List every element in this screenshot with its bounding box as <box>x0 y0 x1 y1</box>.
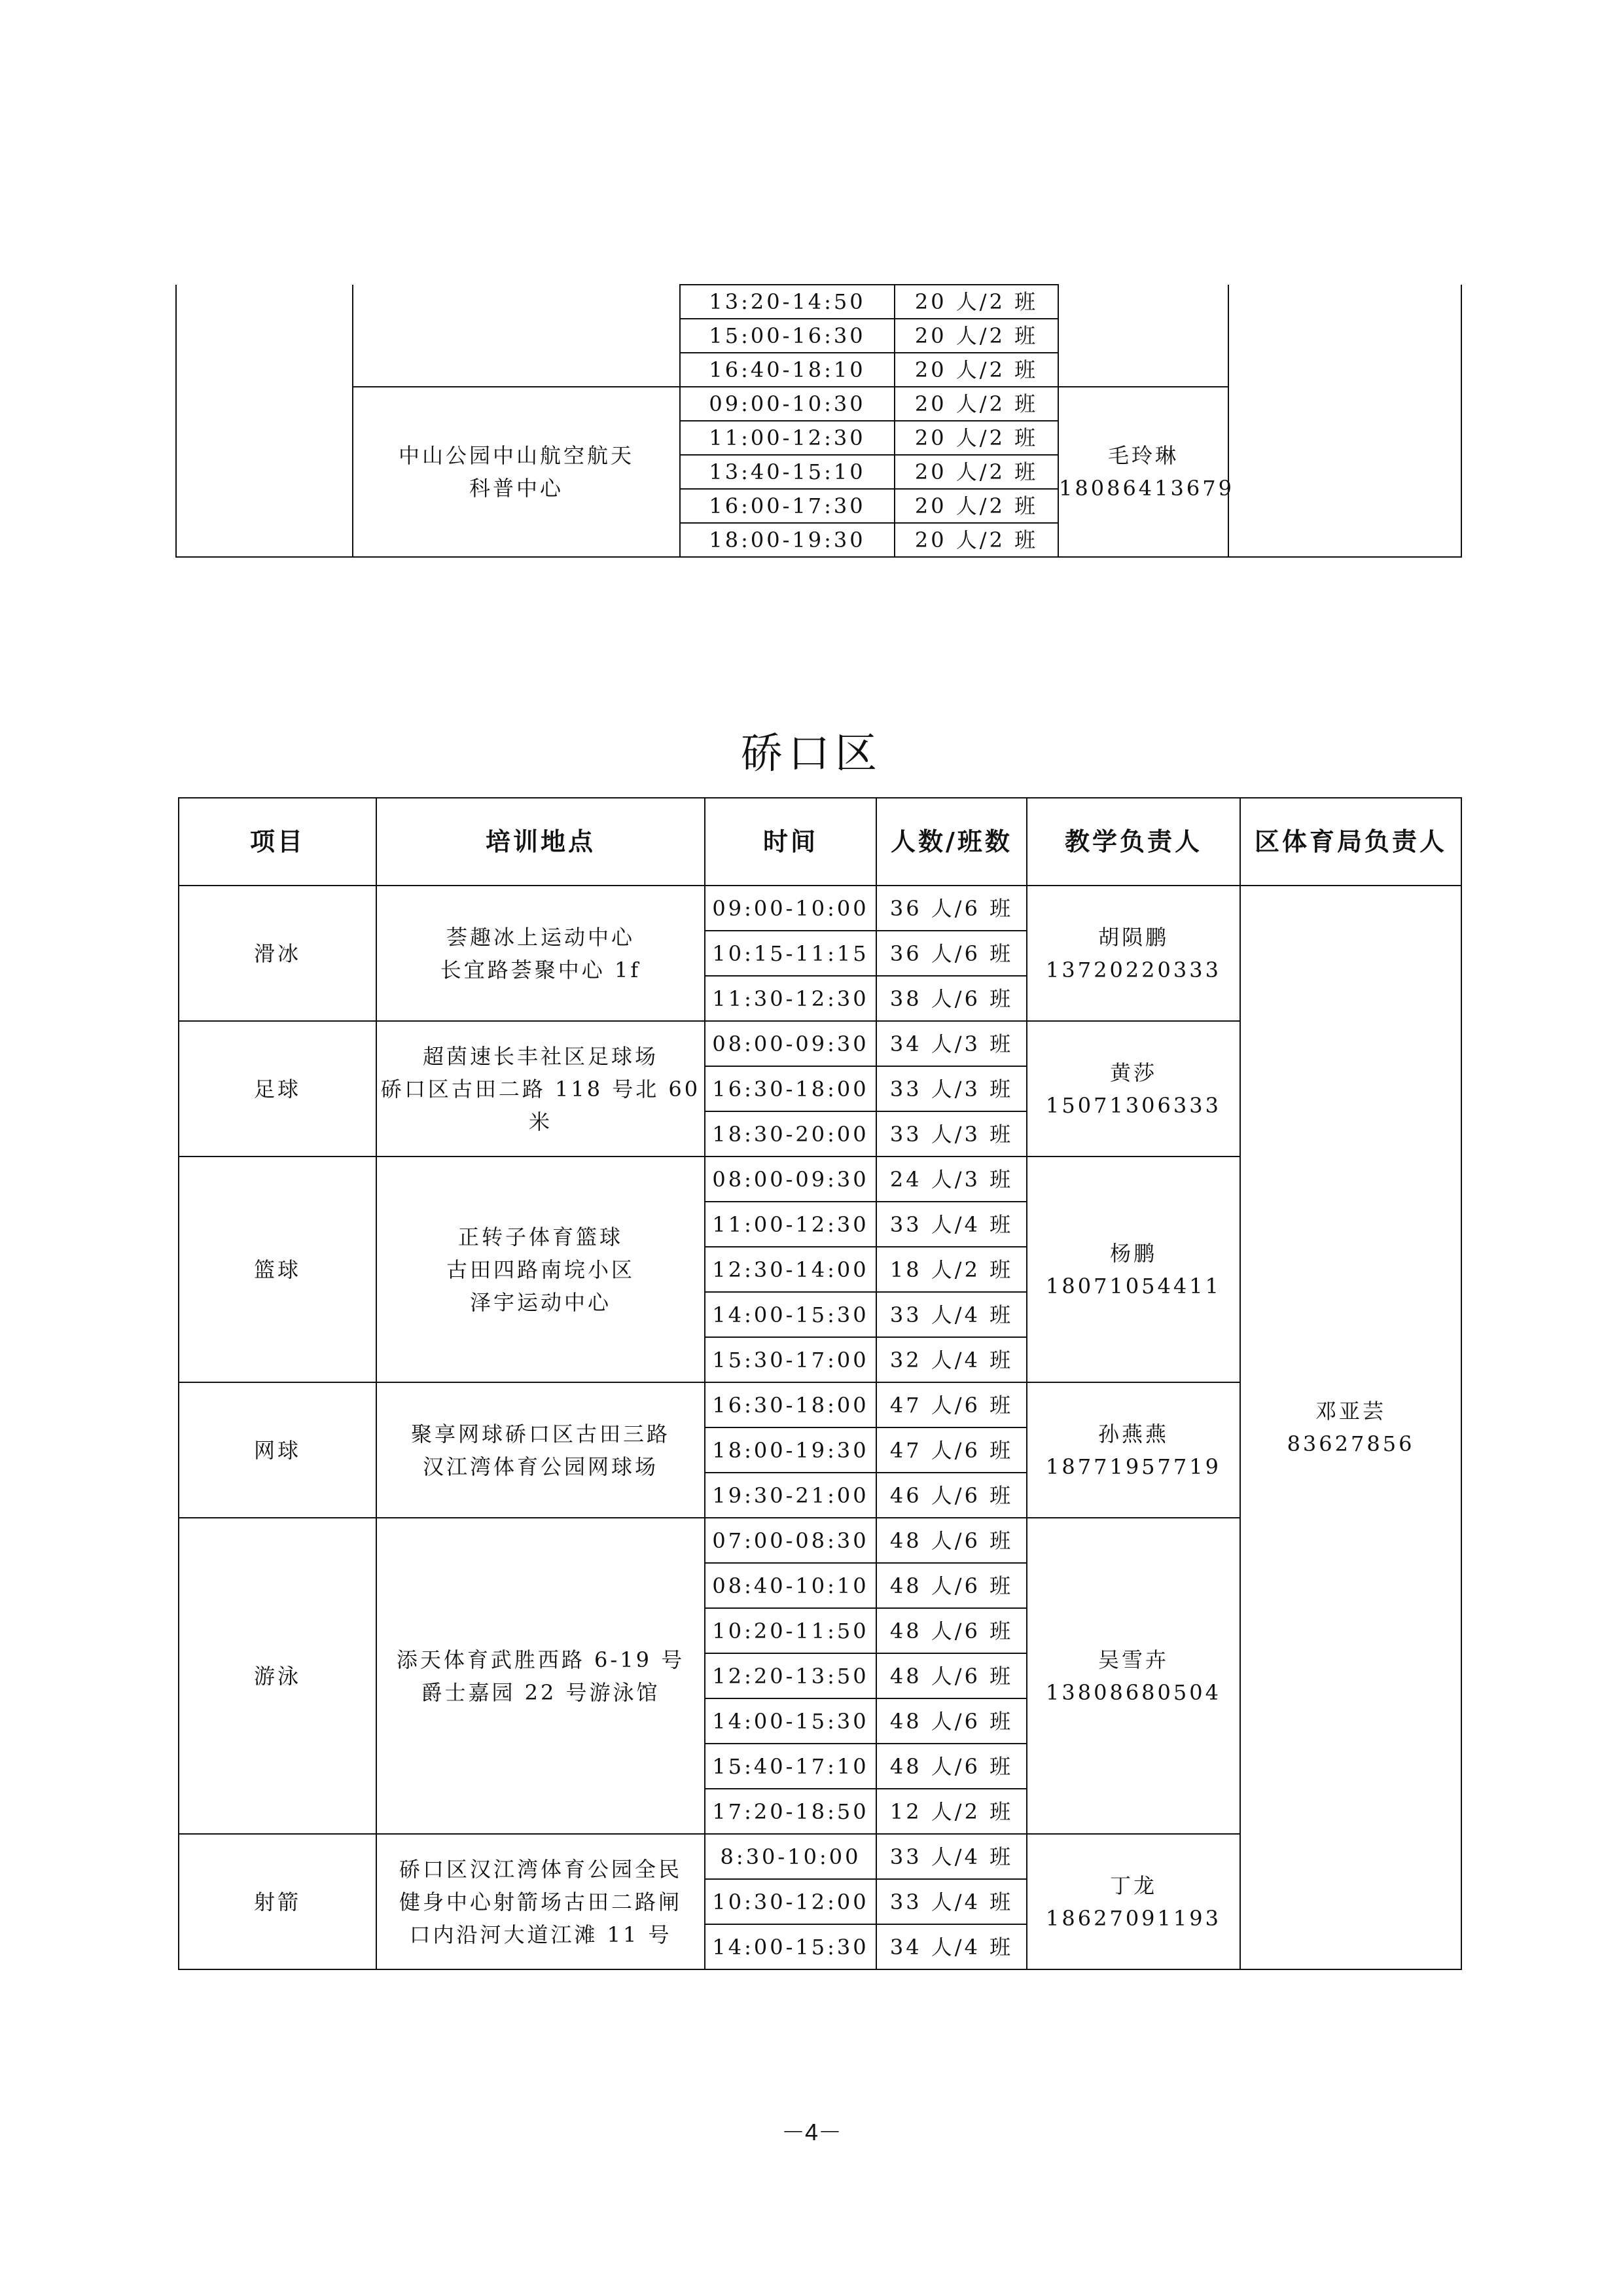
time-cell: 18:30-20:00 <box>705 1111 876 1157</box>
location-cell <box>376 1382 705 1518</box>
project-cell: 游泳 <box>179 1518 376 1834</box>
teacher-name: 胡陨鹏 <box>1097 924 1169 950</box>
location-cell <box>376 1157 705 1382</box>
count-cell: 33 人/4 班 <box>876 1202 1027 1247</box>
teacher-phone: 13720220333 <box>1046 957 1221 982</box>
count-cell: 18 人/2 班 <box>876 1247 1027 1292</box>
project-cell: 篮球 <box>179 1157 376 1382</box>
time-cell: 16:30-18:00 <box>705 1382 876 1427</box>
time-cell: 14:00-15:30 <box>705 1924 876 1969</box>
time-cell: 08:00-09:30 <box>705 1021 876 1066</box>
location-line: 长宜路荟聚中心 1f <box>440 957 641 982</box>
header-teacher: 教学负责人 <box>1027 798 1240 886</box>
time-cell: 08:40-10:10 <box>705 1563 876 1608</box>
location-line: 爵士嘉园 22 号游泳馆 <box>421 1679 660 1705</box>
time-cell: 10:30-12:00 <box>705 1879 876 1924</box>
location-line: 中山公园中山航空航天 <box>398 443 634 468</box>
time-cell: 18:00-19:30 <box>680 523 895 557</box>
count-cell: 48 人/6 班 <box>876 1608 1027 1653</box>
table-row <box>179 886 1461 931</box>
location-cell <box>376 1518 705 1834</box>
time-cell: 8:30-10:00 <box>705 1834 876 1879</box>
location-cell-blank <box>353 285 680 387</box>
schedule-body <box>179 886 1461 1969</box>
teacher-cell <box>1027 1382 1240 1518</box>
header-time: 时间 <box>705 798 876 886</box>
time-cell: 14:00-15:30 <box>705 1292 876 1337</box>
teacher-phone: 15071306333 <box>1046 1092 1221 1118</box>
count-cell: 20 人/2 班 <box>895 523 1058 557</box>
teacher-cell <box>1027 1021 1240 1157</box>
teacher-name: 孙燕燕 <box>1097 1421 1169 1446</box>
count-cell: 48 人/6 班 <box>876 1518 1027 1563</box>
project-cell-blank <box>176 285 353 557</box>
location-line: 科普中心 <box>469 476 563 501</box>
time-cell: 16:30-18:00 <box>705 1066 876 1111</box>
location-line: 聚享网球硚口区古田三路 <box>410 1421 670 1446</box>
bureau-phone: 83627856 <box>1287 1431 1415 1456</box>
count-cell: 20 人/2 班 <box>895 285 1058 319</box>
teacher-phone: 18086413679 <box>1059 476 1234 501</box>
count-cell: 20 人/2 班 <box>895 319 1058 353</box>
location-line: 硚口区汉江湾体育公园全民 <box>399 1856 682 1882</box>
teacher-name: 黄莎 <box>1109 1060 1157 1085</box>
teacher-name: 吴雪卉 <box>1097 1647 1169 1672</box>
count-cell: 48 人/6 班 <box>876 1744 1027 1789</box>
teacher-name: 杨鹏 <box>1109 1240 1157 1266</box>
teacher-cell-blank <box>1058 285 1228 387</box>
location-line: 口内沿河大道江滩 11 号 <box>409 1922 672 1947</box>
time-cell: 18:00-19:30 <box>705 1427 876 1473</box>
teacher-cell <box>1027 886 1240 1021</box>
count-cell: 48 人/6 班 <box>876 1563 1027 1608</box>
time-cell: 15:00-16:30 <box>680 319 895 353</box>
time-cell: 15:40-17:10 <box>705 1744 876 1789</box>
count-cell: 20 人/2 班 <box>895 489 1058 523</box>
count-cell: 38 人/6 班 <box>876 976 1027 1021</box>
count-cell: 47 人/6 班 <box>876 1382 1027 1427</box>
time-cell: 14:00-15:30 <box>705 1698 876 1744</box>
teacher-cell <box>1027 1834 1240 1969</box>
location-line: 米 <box>528 1109 552 1134</box>
count-cell: 33 人/3 班 <box>876 1111 1027 1157</box>
time-cell: 07:00-08:30 <box>705 1518 876 1563</box>
count-cell: 20 人/2 班 <box>895 353 1058 387</box>
project-cell: 射箭 <box>179 1834 376 1969</box>
time-cell: 10:20-11:50 <box>705 1608 876 1653</box>
count-cell: 33 人/4 班 <box>876 1879 1027 1924</box>
location-line: 荟趣冰上运动中心 <box>446 924 635 950</box>
count-cell: 36 人/6 班 <box>876 886 1027 931</box>
count-cell: 33 人/4 班 <box>876 1292 1027 1337</box>
teacher-name: 毛玲琳 <box>1107 443 1179 468</box>
time-cell: 16:40-18:10 <box>680 353 895 387</box>
district-title: 硚口区 <box>741 730 882 778</box>
teacher-phone: 18071054411 <box>1046 1273 1221 1299</box>
location-line: 健身中心射箭场古田二路闸 <box>399 1889 682 1914</box>
time-cell: 11:00-12:30 <box>705 1202 876 1247</box>
time-cell: 08:00-09:30 <box>705 1157 876 1202</box>
time-cell: 13:20-14:50 <box>680 285 895 319</box>
teacher-phone: 18771957719 <box>1046 1454 1221 1479</box>
location-line: 硚口区古田二路 118 号北 60 <box>380 1076 701 1102</box>
time-cell: 13:40-15:10 <box>680 455 895 489</box>
time-cell: 10:15-11:15 <box>705 931 876 976</box>
project-cell: 滑冰 <box>179 886 376 1021</box>
page-number: －4－ <box>781 2119 842 2145</box>
bureau-cell-blank <box>1228 285 1461 557</box>
count-cell: 34 人/3 班 <box>876 1021 1027 1066</box>
continuation-table <box>175 284 1462 558</box>
count-cell: 24 人/3 班 <box>876 1157 1027 1202</box>
teacher-phone: 18627091193 <box>1046 1905 1221 1931</box>
time-cell: 12:20-13:50 <box>705 1653 876 1698</box>
count-cell: 20 人/2 班 <box>895 455 1058 489</box>
count-cell: 33 人/3 班 <box>876 1066 1027 1111</box>
count-cell: 12 人/2 班 <box>876 1789 1027 1834</box>
project-cell: 足球 <box>179 1021 376 1157</box>
location-line: 古田四路南垸小区 <box>446 1257 635 1282</box>
count-cell: 48 人/6 班 <box>876 1653 1027 1698</box>
location-line: 泽宇运动中心 <box>469 1289 611 1315</box>
location-cell <box>376 1021 705 1157</box>
teacher-cell <box>1027 1518 1240 1834</box>
count-cell: 20 人/2 班 <box>895 387 1058 421</box>
teacher-cell <box>1027 1157 1240 1382</box>
teacher-name: 丁龙 <box>1109 1873 1157 1898</box>
schedule-table <box>178 797 1462 1970</box>
time-cell: 09:00-10:00 <box>705 886 876 931</box>
time-cell: 09:00-10:30 <box>680 387 895 421</box>
count-cell: 34 人/4 班 <box>876 1924 1027 1969</box>
count-cell: 48 人/6 班 <box>876 1698 1027 1744</box>
time-cell: 17:20-18:50 <box>705 1789 876 1834</box>
header-location: 培训地点 <box>376 798 705 886</box>
count-cell: 46 人/6 班 <box>876 1473 1027 1518</box>
project-cell: 网球 <box>179 1382 376 1518</box>
teacher-cell <box>1058 387 1234 557</box>
location-line: 超茵速长丰社区足球场 <box>422 1043 658 1069</box>
count-cell: 20 人/2 班 <box>895 421 1058 455</box>
location-line: 汉江湾体育公园网球场 <box>422 1454 658 1479</box>
count-cell: 47 人/6 班 <box>876 1427 1027 1473</box>
location-line: 正转子体育篮球 <box>457 1224 623 1249</box>
time-cell: 12:30-14:00 <box>705 1247 876 1292</box>
count-cell: 36 人/6 班 <box>876 931 1027 976</box>
count-cell: 33 人/4 班 <box>876 1834 1027 1879</box>
time-cell: 16:00-17:30 <box>680 489 895 523</box>
header-bureau: 区体育局负责人 <box>1240 798 1461 886</box>
location-line: 添天体育武胜西路 6-19 号 <box>396 1647 685 1672</box>
header-count: 人数/班数 <box>876 798 1027 886</box>
time-cell: 11:00-12:30 <box>680 421 895 455</box>
count-cell: 32 人/4 班 <box>876 1337 1027 1382</box>
location-cell <box>376 886 705 1021</box>
bureau-cell <box>1240 886 1461 1969</box>
header-project: 项目 <box>179 798 376 886</box>
teacher-phone: 13808680504 <box>1046 1679 1221 1705</box>
bureau-name: 邓亚芸 <box>1315 1399 1386 1424</box>
location-cell <box>353 387 680 557</box>
location-cell <box>376 1834 705 1969</box>
time-cell: 11:30-12:30 <box>705 976 876 1021</box>
time-cell: 15:30-17:00 <box>705 1337 876 1382</box>
time-cell: 19:30-21:00 <box>705 1473 876 1518</box>
